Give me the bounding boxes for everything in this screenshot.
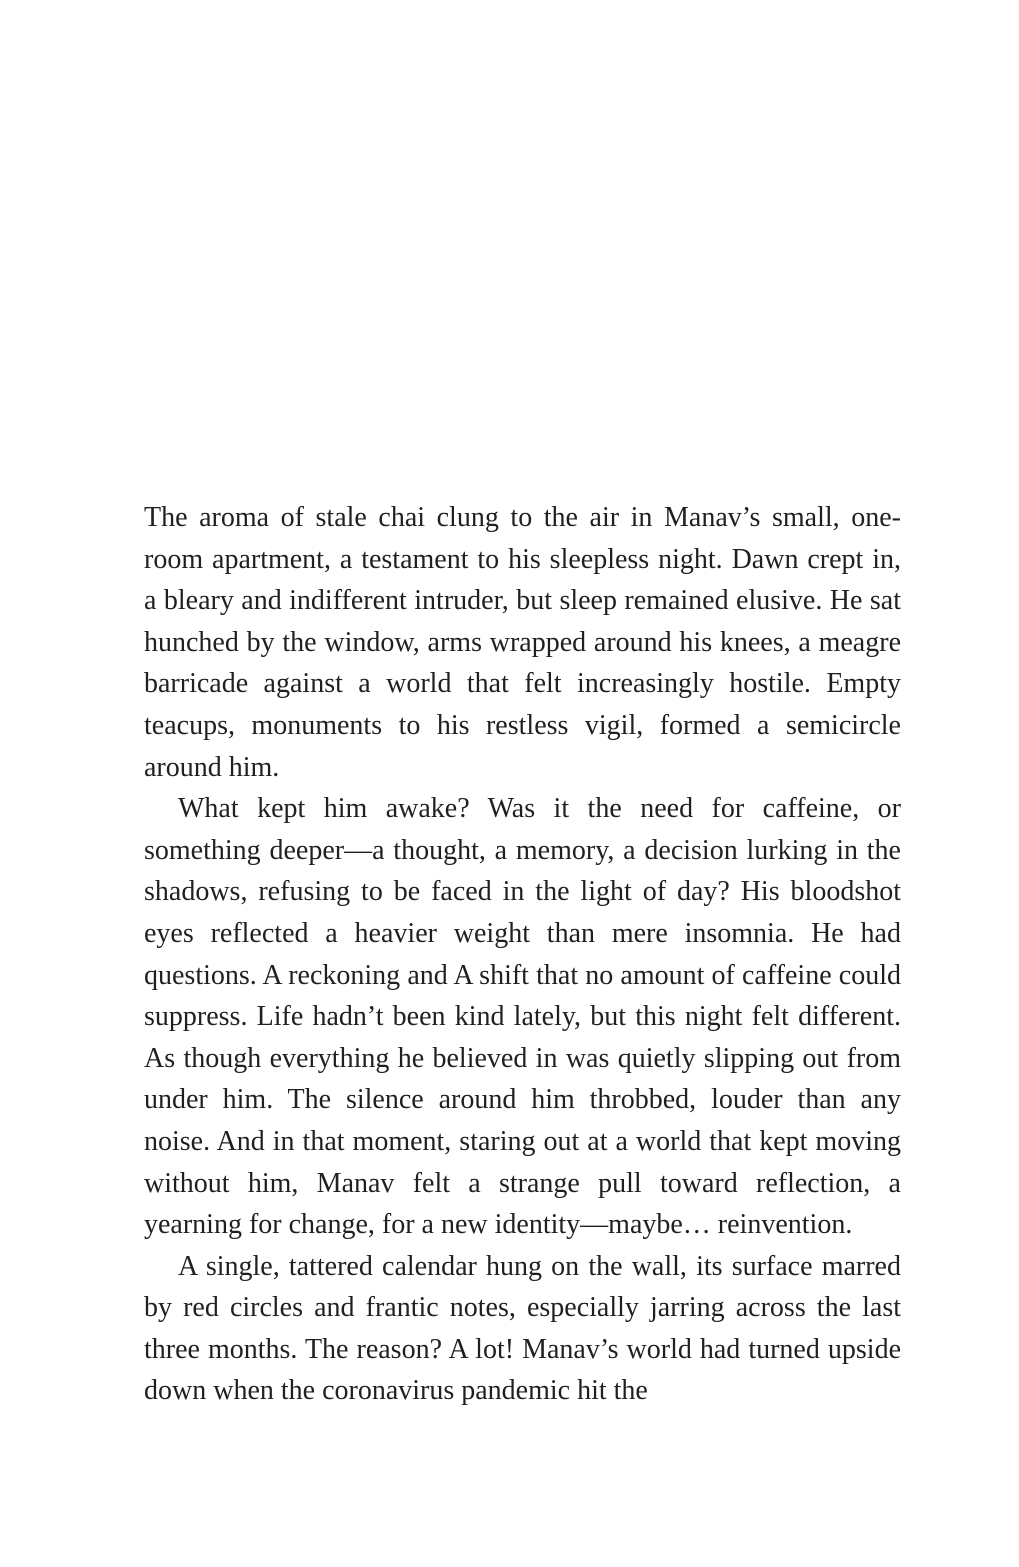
body-text [144, 497, 901, 1412]
paragraph-calendar: A single, tattered calendar hung on the wall, its surface marred by red circles and frantic notes, especially jarring across the last three months. The reason? A lot! Manav’s world had turned upside down when the coronavirus pandemic hit the [144, 1250, 901, 1407]
paragraph-opening: The aroma of stale chai clung to the air in Manav’s small, one-room apartment, a testament to his sleepless night. Dawn crept in, a bleary and indifferent intruder, but sleep remained elusive. He sat hunched by the window, arms wrapped around his knees, a meagre barricade against a world that felt increasingly hostile. Empty teacups, monuments to his restless vigil, formed a semicircle around him. [144, 502, 901, 783]
paragraph-what-kept-him-awake: What kept him awake? Was it the need for caffeine, or something deeper—a thought, a memory, a decision lurking in the shadows, refusing to be faced in the light of day? His bloodshot eyes reflected a heavier weight than mere insomnia. He had questions. A reckoning and A shift that no amount of caffeine could suppress. Life hadn’t been kind lately, but this night felt different. As though everything he believed in was quietly slipping out from under him. The silence around him throbbed, louder than any noise. And in that moment, staring out at a world that kept moving without him, Manav felt a strange pull toward reflection, a yearning for change, for a new identity—maybe… reinvention. [144, 793, 901, 1241]
